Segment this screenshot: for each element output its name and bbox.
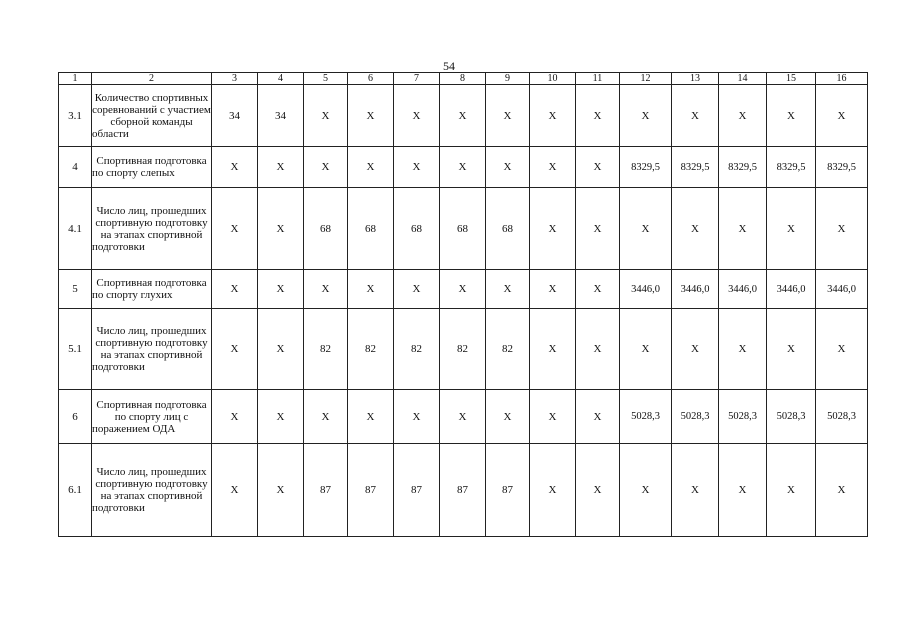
cell-value: Х bbox=[258, 444, 304, 537]
cell-value: 87 bbox=[440, 444, 486, 537]
column-header: 4 bbox=[258, 73, 304, 85]
cell-value: Х bbox=[719, 85, 767, 147]
cell-value: 3446,0 bbox=[767, 270, 816, 309]
table-row bbox=[59, 188, 868, 270]
cell-value: Х bbox=[767, 85, 816, 147]
cell-value: Х bbox=[258, 390, 304, 444]
column-header: 14 bbox=[719, 73, 767, 85]
cell-value: Х bbox=[530, 309, 576, 390]
cell-value: Х bbox=[576, 147, 620, 188]
column-header: 7 bbox=[394, 73, 440, 85]
row-name: Число лиц, прошедших спортивную подготовку на этапах спортивной подготовки bbox=[92, 444, 212, 537]
cell-value: Х bbox=[620, 309, 672, 390]
column-header: 12 bbox=[620, 73, 672, 85]
cell-value: 5028,3 bbox=[719, 390, 767, 444]
cell-value: Х bbox=[719, 188, 767, 270]
table-header-row bbox=[59, 73, 868, 85]
cell-value: 82 bbox=[348, 309, 394, 390]
cell-value: Х bbox=[530, 188, 576, 270]
column-header: 15 bbox=[767, 73, 816, 85]
cell-value: Х bbox=[767, 188, 816, 270]
cell-value: Х bbox=[394, 390, 440, 444]
cell-value: Х bbox=[394, 85, 440, 147]
cell-value: 82 bbox=[486, 309, 530, 390]
cell-value: 87 bbox=[486, 444, 530, 537]
row-number: 4 bbox=[59, 147, 92, 188]
cell-value: 68 bbox=[486, 188, 530, 270]
row-name: Спортивная подготовка по спорту лиц с поражением ОДА bbox=[92, 390, 212, 444]
cell-value: Х bbox=[304, 270, 348, 309]
cell-value: Х bbox=[440, 390, 486, 444]
cell-value: 5028,3 bbox=[767, 390, 816, 444]
cell-value: Х bbox=[530, 270, 576, 309]
table-row bbox=[59, 147, 868, 188]
data-table bbox=[58, 72, 868, 537]
row-number: 6 bbox=[59, 390, 92, 444]
cell-value: Х bbox=[258, 188, 304, 270]
cell-value: Х bbox=[719, 309, 767, 390]
cell-value: 8329,5 bbox=[719, 147, 767, 188]
cell-value: 3446,0 bbox=[620, 270, 672, 309]
cell-value: Х bbox=[620, 444, 672, 537]
cell-value: Х bbox=[672, 309, 719, 390]
cell-value: 3446,0 bbox=[672, 270, 719, 309]
cell-value: 34 bbox=[258, 85, 304, 147]
column-header: 6 bbox=[348, 73, 394, 85]
cell-value: Х bbox=[212, 147, 258, 188]
cell-value: 8329,5 bbox=[620, 147, 672, 188]
row-number: 5 bbox=[59, 270, 92, 309]
cell-value: 8329,5 bbox=[816, 147, 868, 188]
row-name: Спортивная подготовка по спорту глухих bbox=[92, 270, 212, 309]
cell-value: Х bbox=[304, 85, 348, 147]
cell-value: Х bbox=[348, 270, 394, 309]
cell-value: Х bbox=[816, 309, 868, 390]
row-number: 5.1 bbox=[59, 309, 92, 390]
cell-value: Х bbox=[440, 147, 486, 188]
cell-value: Х bbox=[719, 444, 767, 537]
cell-value: Х bbox=[576, 390, 620, 444]
table-row bbox=[59, 85, 868, 147]
cell-value: Х bbox=[258, 309, 304, 390]
column-header: 10 bbox=[530, 73, 576, 85]
cell-value: Х bbox=[212, 444, 258, 537]
table-body bbox=[59, 73, 868, 537]
column-header: 3 bbox=[212, 73, 258, 85]
cell-value: Х bbox=[576, 85, 620, 147]
cell-value: Х bbox=[767, 309, 816, 390]
cell-value: 5028,3 bbox=[816, 390, 868, 444]
row-name: Число лиц, прошедших спортивную подготовку на этапах спортивной подготовки bbox=[92, 309, 212, 390]
table-row bbox=[59, 309, 868, 390]
cell-value: 68 bbox=[304, 188, 348, 270]
cell-value: Х bbox=[767, 444, 816, 537]
row-number: 4.1 bbox=[59, 188, 92, 270]
cell-value: 3446,0 bbox=[719, 270, 767, 309]
cell-value: Х bbox=[816, 444, 868, 537]
row-number: 3.1 bbox=[59, 85, 92, 147]
cell-value: 5028,3 bbox=[672, 390, 719, 444]
cell-value: Х bbox=[348, 390, 394, 444]
cell-value: 87 bbox=[304, 444, 348, 537]
cell-value: 68 bbox=[348, 188, 394, 270]
column-header: 5 bbox=[304, 73, 348, 85]
page-number: 54 bbox=[443, 59, 455, 73]
table-row bbox=[59, 390, 868, 444]
cell-value: Х bbox=[620, 85, 672, 147]
cell-value: Х bbox=[816, 85, 868, 147]
cell-value: Х bbox=[486, 270, 530, 309]
cell-value: Х bbox=[394, 270, 440, 309]
cell-value: Х bbox=[212, 309, 258, 390]
cell-value: Х bbox=[576, 444, 620, 537]
cell-value: Х bbox=[258, 270, 304, 309]
cell-value: Х bbox=[304, 147, 348, 188]
cell-value: Х bbox=[440, 270, 486, 309]
cell-value: Х bbox=[486, 147, 530, 188]
cell-value: 82 bbox=[394, 309, 440, 390]
cell-value: Х bbox=[212, 270, 258, 309]
table-row bbox=[59, 270, 868, 309]
cell-value: Х bbox=[530, 147, 576, 188]
cell-value: Х bbox=[394, 147, 440, 188]
cell-value: Х bbox=[620, 188, 672, 270]
cell-value: Х bbox=[672, 188, 719, 270]
column-header: 13 bbox=[672, 73, 719, 85]
column-header: 9 bbox=[486, 73, 530, 85]
cell-value: Х bbox=[576, 309, 620, 390]
column-header: 16 bbox=[816, 73, 868, 85]
cell-value: 87 bbox=[394, 444, 440, 537]
cell-value: Х bbox=[530, 85, 576, 147]
cell-value: Х bbox=[530, 390, 576, 444]
row-name: Спортивная подготовка по спорту слепых bbox=[92, 147, 212, 188]
cell-value: 3446,0 bbox=[816, 270, 868, 309]
cell-value: Х bbox=[672, 85, 719, 147]
table-row bbox=[59, 444, 868, 537]
cell-value: 82 bbox=[304, 309, 348, 390]
cell-value: Х bbox=[530, 444, 576, 537]
column-header: 1 bbox=[59, 73, 92, 85]
cell-value: Х bbox=[212, 390, 258, 444]
cell-value: 34 bbox=[212, 85, 258, 147]
cell-value: Х bbox=[348, 85, 394, 147]
cell-value: 68 bbox=[440, 188, 486, 270]
row-name: Число лиц, прошедших спортивную подготовку на этапах спортивной подготовки bbox=[92, 188, 212, 270]
cell-value: Х bbox=[212, 188, 258, 270]
cell-value: 87 bbox=[348, 444, 394, 537]
column-header: 11 bbox=[576, 73, 620, 85]
cell-value: Х bbox=[486, 390, 530, 444]
cell-value: 68 bbox=[394, 188, 440, 270]
cell-value: 8329,5 bbox=[672, 147, 719, 188]
cell-value: Х bbox=[672, 444, 719, 537]
cell-value: 5028,3 bbox=[620, 390, 672, 444]
cell-value: 8329,5 bbox=[767, 147, 816, 188]
row-number: 6.1 bbox=[59, 444, 92, 537]
cell-value: Х bbox=[486, 85, 530, 147]
cell-value: Х bbox=[440, 85, 486, 147]
cell-value: 82 bbox=[440, 309, 486, 390]
cell-value: Х bbox=[816, 188, 868, 270]
column-header: 2 bbox=[92, 73, 212, 85]
cell-value: Х bbox=[348, 147, 394, 188]
cell-value: Х bbox=[258, 147, 304, 188]
cell-value: Х bbox=[576, 270, 620, 309]
cell-value: Х bbox=[576, 188, 620, 270]
column-header: 8 bbox=[440, 73, 486, 85]
row-name: Количество спортивных соревнований с участием сборной команды области bbox=[92, 85, 212, 147]
cell-value: Х bbox=[304, 390, 348, 444]
